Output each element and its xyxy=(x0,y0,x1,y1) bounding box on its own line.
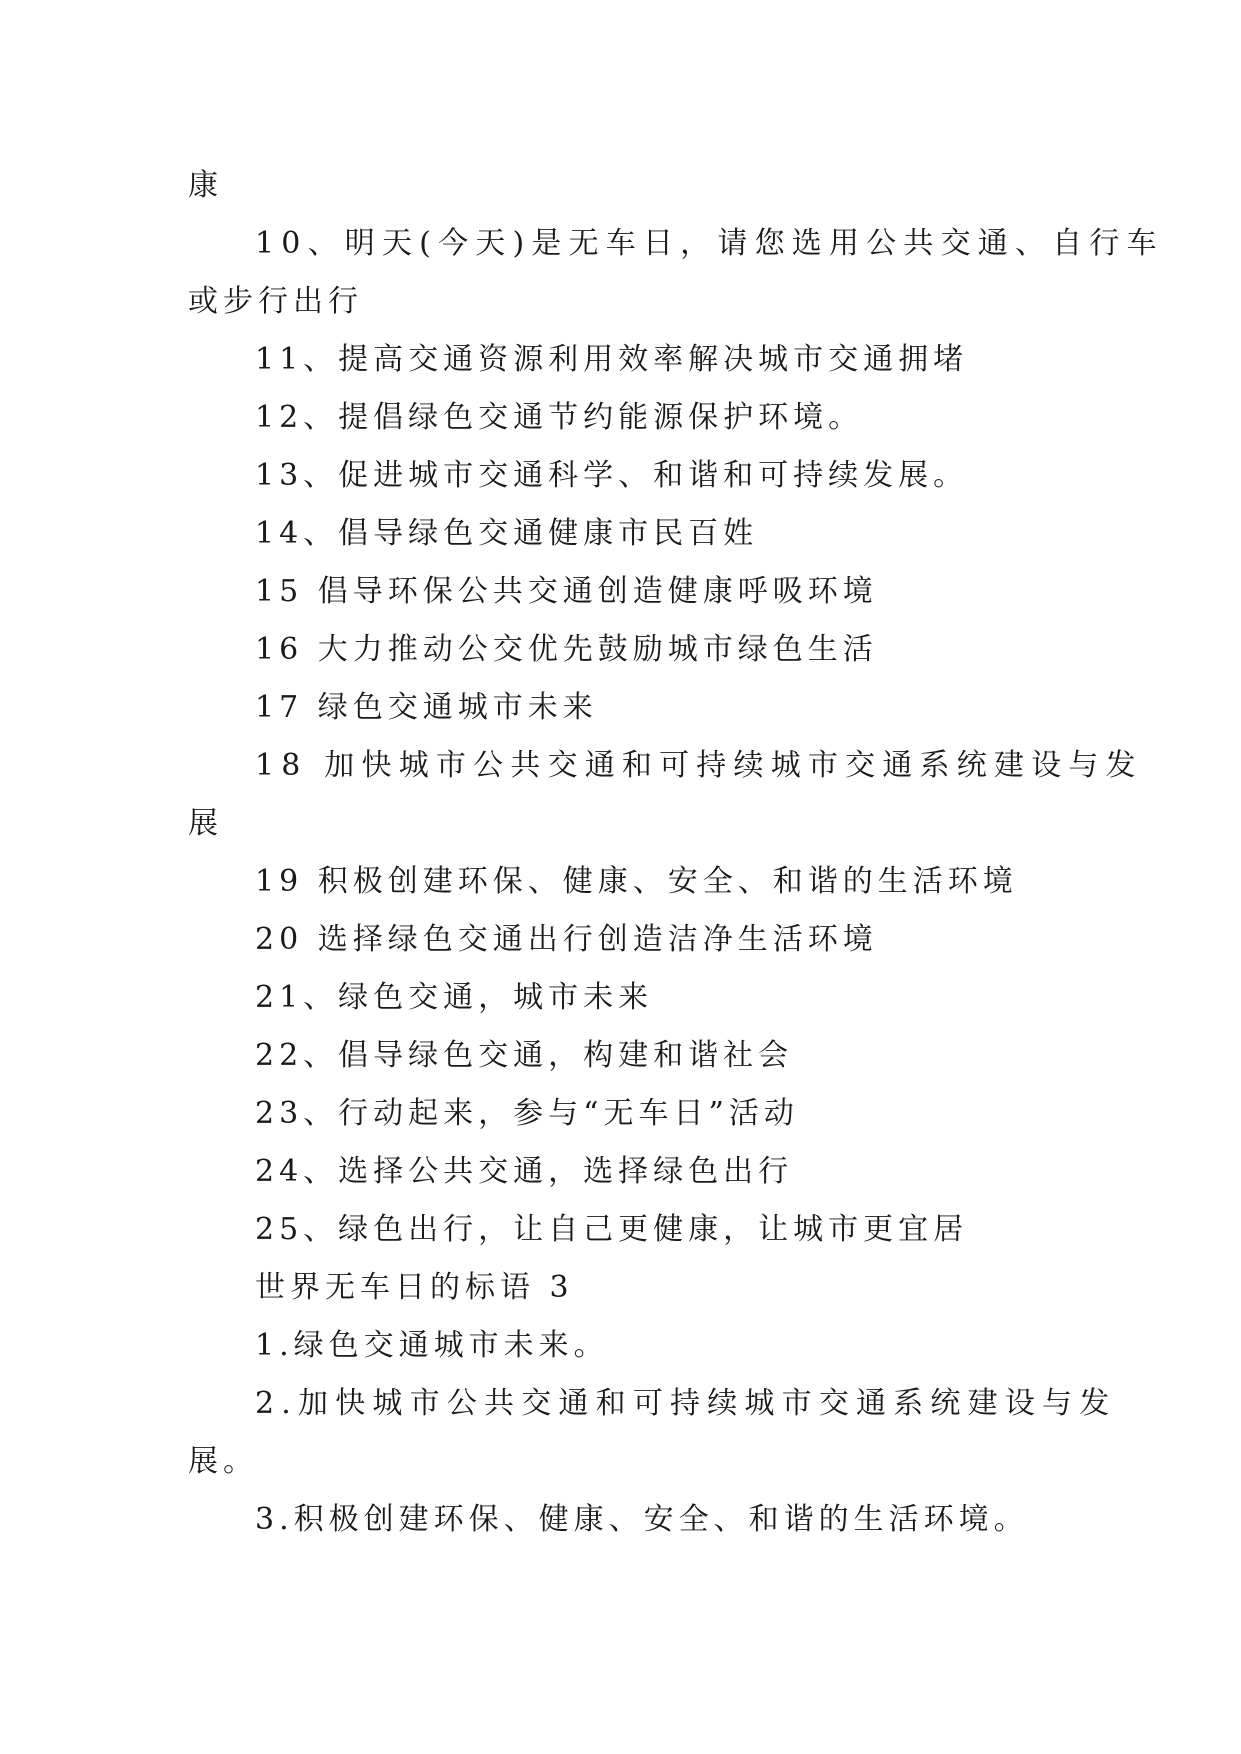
slogan-18-continuation: 展 xyxy=(188,806,223,841)
slogan-15: 15 倡导环保公共交通创造健康呼吸环境 xyxy=(255,574,878,609)
slogan-12: 12、提倡绿色交通节约能源保护环境。 xyxy=(255,400,864,435)
slogan-25: 25、绿色出行，让自己更健康，让城市更宜居 xyxy=(255,1212,969,1247)
slogan-19: 19 积极创建环保、健康、安全、和谐的生活环境 xyxy=(255,864,1018,899)
slogan-17: 17 绿色交通城市未来 xyxy=(255,690,598,725)
slogan-18: 18 加快城市公共交通和可持续城市交通系统建设与发 xyxy=(255,748,1143,783)
slogan-13: 13、促进城市交通科学、和谐和可持续发展。 xyxy=(255,458,969,493)
slogan-item-2-continuation: 展。 xyxy=(188,1444,258,1479)
section-heading: 世界无车日的标语 3 xyxy=(255,1270,574,1305)
slogan-10-continuation: 或步行出行 xyxy=(188,284,363,319)
slogan-item-1: 1.绿色交通城市未来。 xyxy=(255,1328,609,1363)
slogan-14: 14、倡导绿色交通健康市民百姓 xyxy=(255,516,759,551)
slogan-20: 20 选择绿色交通出行创造洁净生活环境 xyxy=(255,922,878,957)
slogan-11: 11、提高交通资源利用效率解决城市交通拥堵 xyxy=(255,342,969,377)
slogan-16: 16 大力推动公交优先鼓励城市绿色生活 xyxy=(255,632,878,667)
slogan-24: 24、选择公共交通，选择绿色出行 xyxy=(255,1154,794,1189)
slogan-item-3: 3.积极创建环保、健康、安全、和谐的生活环境。 xyxy=(255,1502,1029,1537)
text-line-continuation: 康 xyxy=(188,168,223,203)
slogan-item-2: 2.加快城市公共交通和可持续城市交通系统建设与发 xyxy=(255,1386,1117,1421)
slogan-21: 21、绿色交通，城市未来 xyxy=(255,980,654,1015)
slogan-23: 23、行动起来，参与“无车日”活动 xyxy=(255,1096,799,1131)
slogan-10: 10、明天(今天)是无车日，请您选用公共交通、自行车 xyxy=(255,226,1164,261)
slogan-22: 22、倡导绿色交通，构建和谐社会 xyxy=(255,1038,794,1073)
